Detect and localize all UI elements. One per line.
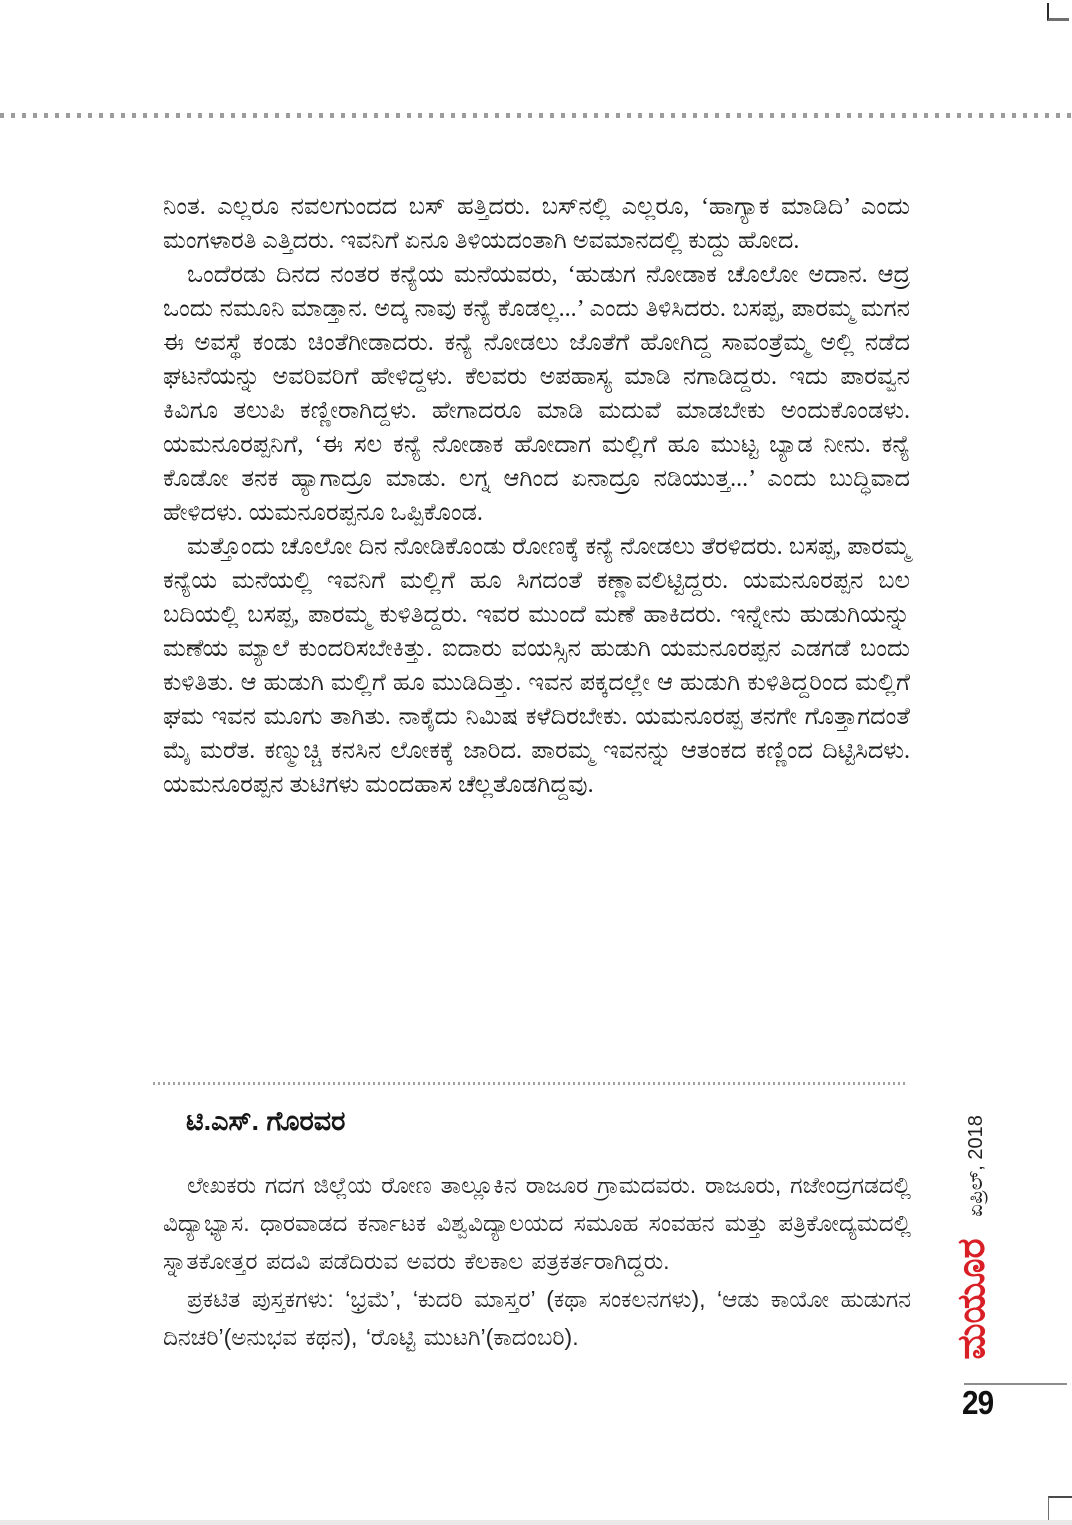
story-text-block	[163, 190, 910, 802]
crop-mark-top-right	[1047, 3, 1069, 21]
author-bio-section	[163, 1166, 911, 1356]
author-name-heading: ಟಿ.ಎಸ್. ಗೊರವರ	[186, 1106, 346, 1136]
section-dotted-rule	[153, 1082, 905, 1085]
top-dotted-rule	[0, 113, 1072, 118]
story-paragraph: ಒಂದೆರಡು ದಿನದ ನಂತರ ಕನ್ಯೆಯ ಮನೆಯವರು, ‘ಹುಡುಗ ನೋಡಾಕ ಚೊಲೋ ಅದಾನ. ಆದ್ರ ಒಂದು ನಮೂನಿ ಮಾಡ್ತಾನ. ಅದ್ಕ ನಾವು ಕನ್ಯೆ ಕೊಡಲ್ಲ...’ ಎಂದು ತಿಳಿಸಿದರು. ಬಸಪ್ಪ, ಪಾರಮ್ಮ ಮಗನ ಈ ಅವಸ್ಥೆ ಕಂಡು ಚಿಂತೆಗೀಡಾದರು. ಕನ್ಯೆ ನೋಡಲು ಜೊತೆಗೆ ಹೋಗಿದ್ದ ಸಾವಂತ್ರೆಮ್ಮ ಅಲ್ಲಿ ನಡೆದ ಘಟನೆಯನ್ನು ಅವರಿವರಿಗೆ ಹೇಳಿದ್ದಳು. ಕೆಲವರು ಅಪಹಾಸ್ಯ ಮಾಡಿ ನಗಾಡಿದ್ದರು. ಇದು ಪಾರವ್ವನ ಕಿವಿಗೂ ತಲುಪಿ ಕಣ್ಣೀರಾಗಿದ್ದಳು. ಹೇಗಾದರೂ ಮಾಡಿ ಮದುವೆ ಮಾಡಬೇಕು ಅಂದುಕೊಂಡಳು. ಯಮನೂರಪ್ಪನಿಗೆ, ‘ಈ ಸಲ ಕನ್ಯೆ ನೋಡಾಕ ಹೋದಾಗ ಮಲ್ಲಿಗೆ ಹೂ ಮುಟ್ಟ ಬ್ಯಾಡ ನೀನು. ಕನ್ಯೆ ಕೊಡೋ ತನಕ ಹ್ಯಾಗಾದ್ರೂ ಮಾಡು. ಲಗ್ನ ಆಗಿಂದ ಏನಾದ್ರೂ ನಡಿಯುತ್ತ...’ ಎಂದು ಬುದ್ಧಿವಾದ ಹೇಳಿದಳು. ಯಮನೂರಪ್ಪನೂ ಒಪ್ಪಿಕೊಂಡ.	[163, 262, 910, 526]
story-paragraph: ನಿಂತ. ಎಲ್ಲರೂ ನವಲಗುಂದದ ಬಸ್ ಹತ್ತಿದರು. ಬಸ್‌ನಲ್ಲಿ ಎಲ್ಲರೂ, ‘ಹಾಗ್ಯಾಕ ಮಾಡಿದಿ’ ಎಂದು ಮಂಗಳಾರತಿ ಎತ್ತಿದರು. ಇವನಿಗೆ ಏನೂ ತಿಳಿಯದಂತಾಗಿ ಅವಮಾನದಲ್ಲಿ ಕುದ್ದು ಹೋದ.	[163, 194, 910, 254]
story-paragraph: ಮತ್ತೊಂದು ಚೊಲೋ ದಿನ ನೋಡಿಕೊಂಡು ರೋಣಕ್ಕೆ ಕನ್ಯೆ ನೋಡಲು ತೆರಳಿದರು. ಬಸಪ್ಪ, ಪಾರಮ್ಮ ಕನ್ಯೆಯ ಮನೆಯಲ್ಲಿ ಇವನಿಗೆ ಮಲ್ಲಿಗೆ ಹೂ ಸಿಗದಂತೆ ಕಣ್ಣಾವಲಿಟ್ಟಿದ್ದರು. ಯಮನೂರಪ್ಪನ ಬಲ ಬದಿಯಲ್ಲಿ ಬಸಪ್ಪ, ಪಾರಮ್ಮ ಕುಳಿತಿದ್ದರು. ಇವರ ಮುಂದೆ ಮಣೆ ಹಾಕಿದರು. ಇನ್ನೇನು ಹುಡುಗಿಯನ್ನು ಮಣೆಯ ಮ್ಯಾಲೆ ಕುಂದರಿಸಬೇಕಿತ್ತು. ಐದಾರು ವಯಸ್ಸಿನ ಹುಡುಗಿ ಯಮನೂರಪ್ಪನ ಎಡಗಡೆ ಬಂದು ಕುಳಿತಿತು. ಆ ಹುಡುಗಿ ಮಲ್ಲಿಗೆ ಹೂ ಮುಡಿದಿತ್ತು. ಇವನ ಪಕ್ಕದಲ್ಲೇ ಆ ಹುಡುಗಿ ಕುಳಿತಿದ್ದರಿಂದ ಮಲ್ಲಿಗೆ ಘಮ ಇವನ ಮೂಗು ತಾಗಿತು. ನಾಕೈದು ನಿಮಿಷ ಕಳೆದಿರಬೇಕು. ಯಮನೂರಪ್ಪ ತನಗೇ ಗೊತ್ತಾಗದಂತೆ ಮೈ ಮರೆತ. ಕಣ್ಮುಚ್ಚಿ ಕನಸಿನ ಲೋಕಕ್ಕೆ ಜಾರಿದ. ಪಾರಮ್ಮ ಇವನನ್ನು ಆತಂಕದ ಕಣ್ಣಿಂದ ದಿಟ್ಟಿಸಿದಳು. ಯಮನೂರಪ್ಪನ ತುಟಿಗಳು ಮಂದಹಾಸ ಚೆಲ್ಲತೊಡಗಿದ್ದವು.	[163, 534, 910, 798]
page-bottom-edge	[0, 1520, 1072, 1525]
magazine-logo-vertical: ಮಯೂರ	[951, 1238, 993, 1360]
page-number: 29	[962, 1384, 994, 1421]
bio-paragraph: ಪ್ರಕಟಿತ ಪುಸ್ತಕಗಳು: ‘ಭ್ರಮೆ’, ‘ಕುದರಿ ಮಾಸ್ತರ’ (ಕಥಾ ಸಂಕಲನಗಳು), ‘ಆಡು ಕಾಯೋ ಹುಡುಗನ ದಿನಚರಿ’(ಅನುಭವ ಕಥನ), ‘ರೊಟ್ಟಿ ಮುಟಗಿ’(ಕಾದಂಬರಿ).	[163, 1286, 911, 1350]
bio-paragraph: ಲೇಖಕರು ಗದಗ ಜಿಲ್ಲೆಯ ರೋಣ ತಾಲ್ಲೂಕಿನ ರಾಜೂರ ಗ್ರಾಮದವರು. ರಾಜೂರು, ಗಜೇಂದ್ರಗಡದಲ್ಲಿ ವಿದ್ಯಾಭ್ಯಾಸ. ಧಾರವಾಡದ ಕರ್ನಾಟಕ ವಿಶ್ವವಿದ್ಯಾಲಯದ ಸಮೂಹ ಸಂವಹನ ಮತ್ತು ಪತ್ರಿಕೋದ್ಯಮದಲ್ಲಿ ಸ್ನಾತಕೋತ್ತರ ಪದವಿ ಪಡೆದಿರುವ ಅವರು ಕೆಲಕಾಲ ಪತ್ರಕರ್ತರಾಗಿದ್ದರು.	[163, 1172, 911, 1274]
issue-date-vertical: ಏಪ್ರಿಲ್, 2018	[965, 1115, 987, 1217]
